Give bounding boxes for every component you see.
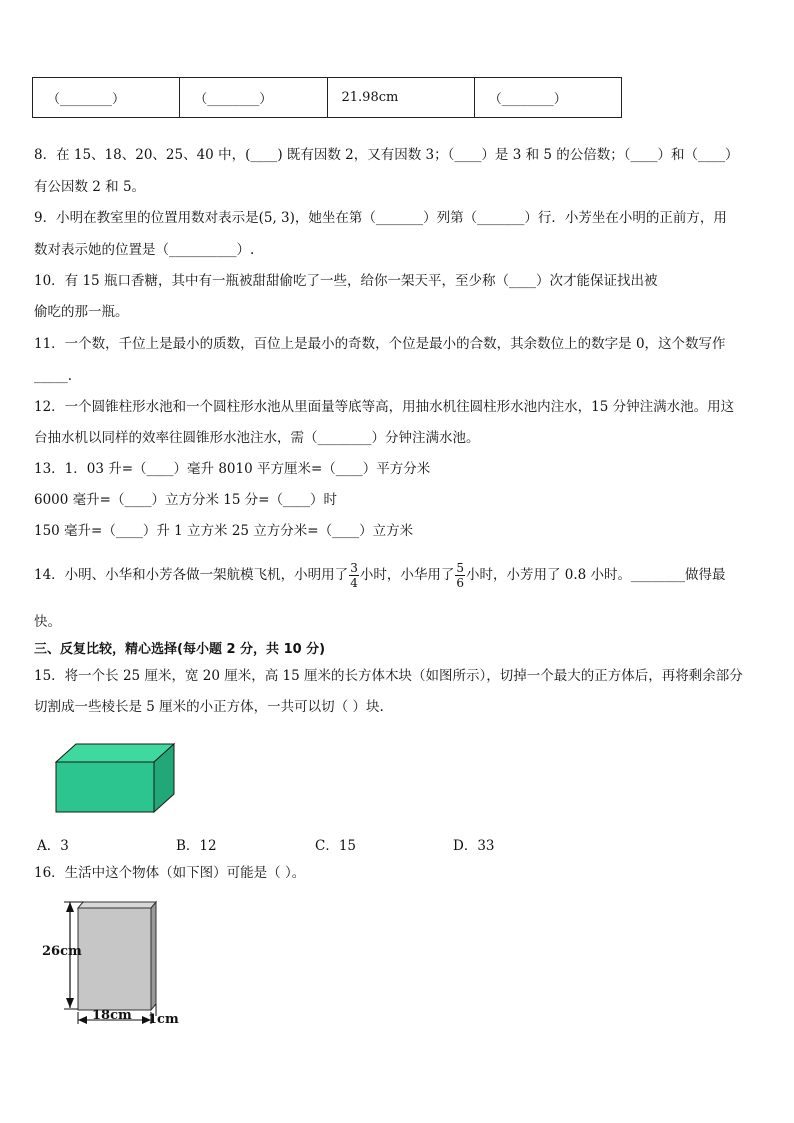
cuboid-front-face bbox=[56, 762, 154, 812]
question-10-line-1: 10．有 15 瓶口香糖，其中有一瓶被甜甜偷吃了一些，给你一架天平，至少称（____）次才能保证找出被 bbox=[34, 273, 658, 289]
question-14-text-c: 小时，小芳用了 0.8 小时。________做得最 bbox=[465, 567, 726, 583]
height-label: 26cm bbox=[42, 944, 82, 959]
slab-front bbox=[78, 908, 151, 1010]
fraction-five-sixths bbox=[455, 561, 465, 590]
fraction-numerator: 3 bbox=[350, 561, 358, 575]
option-c: C．15 bbox=[315, 838, 357, 854]
question-13-line-2: 6000 毫升=（____）立方分米 15 分=（____）时 bbox=[34, 492, 338, 508]
question-12-line-1: 12．一个圆锥柱形水池和一个圆柱形水池从里面量等底等高，用抽水机往圆柱形水池内注水，15 分钟注满水池。用这 bbox=[34, 399, 735, 415]
fraction-three-quarters bbox=[349, 561, 359, 590]
question-14-text-b: 小时，小华用了 bbox=[359, 567, 455, 583]
table-cell: （________） bbox=[33, 78, 180, 118]
question-8-line-1: 8．在 15、18、20、25、40 中，(____) 既有因数 2，又有因数 3；（____）是 3 和 5 的公倍数；（____）和（____） bbox=[34, 147, 739, 163]
question-16-line-1: 16．生活中这个物体（如下图）可能是（ ）。 bbox=[34, 865, 306, 881]
section-3-heading: 三、反复比较，精心选择(每小题 2 分，共 10 分) bbox=[34, 642, 326, 657]
answer-table bbox=[32, 77, 622, 118]
question-14-line-1 bbox=[34, 558, 726, 592]
question-13-line-1: 13．1．03 升=（____）毫升 8010 平方厘米=（____）平方分米 bbox=[34, 461, 431, 477]
question-14-text-a: 14．小明、小华和小芳各做一架航模飞机，小明用了 bbox=[34, 567, 349, 583]
fraction-numerator: 5 bbox=[456, 561, 464, 575]
question-8-line-2: 有公因数 2 和 5。 bbox=[34, 179, 146, 195]
table-cell: 21.98cm bbox=[327, 78, 474, 118]
fraction-denominator: 6 bbox=[456, 576, 464, 590]
cuboid-figure bbox=[50, 740, 180, 816]
depth-label: 1cm bbox=[148, 1012, 179, 1027]
slab-top bbox=[78, 902, 156, 908]
question-15-line-2: 切割成一些棱长是 5 厘米的小正方体，一共可以切（ ）块. bbox=[34, 699, 384, 715]
question-11-line-2: _____. bbox=[34, 368, 73, 384]
question-9-line-1: 9．小明在教室里的位置用数对表示是(5, 3)，她坐在第（_______）列第（_______）行．小芳坐在小明的正前方，用 bbox=[34, 210, 727, 226]
question-14-line-2: 快。 bbox=[34, 614, 61, 630]
slab-side bbox=[151, 902, 156, 1010]
question-13-line-3: 150 毫升=（____）升 1 立方米 25 立方分米=（____）立方米 bbox=[34, 523, 414, 539]
option-a: A．3 bbox=[37, 838, 69, 854]
table-cell: （________） bbox=[180, 78, 327, 118]
fraction-denominator: 4 bbox=[350, 576, 358, 590]
question-9-line-2: 数对表示她的位置是（__________）. bbox=[34, 242, 255, 258]
width-label: 18cm bbox=[92, 1008, 132, 1023]
question-15-line-1: 15．将一个长 25 厘米，宽 20 厘米，高 15 厘米的长方体木块（如图所示），切掉一个最大的正方体后，再将剩余部分 bbox=[34, 668, 743, 684]
option-d: D．33 bbox=[453, 838, 495, 854]
question-10-line-2: 偷吃的那一瓶。 bbox=[34, 304, 129, 320]
option-b: B．12 bbox=[176, 838, 217, 854]
question-11-line-1: 11．一个数，千位上是最小的质数，百位上是最小的奇数，个位是最小的合数，其余数位上的数字是 0，这个数写作 bbox=[34, 336, 726, 352]
table-cell: （________） bbox=[474, 78, 621, 118]
question-12-line-2: 台抽水机以同样的效率往圆锥形水池注水，需（________）分钟注满水池。 bbox=[34, 430, 480, 446]
